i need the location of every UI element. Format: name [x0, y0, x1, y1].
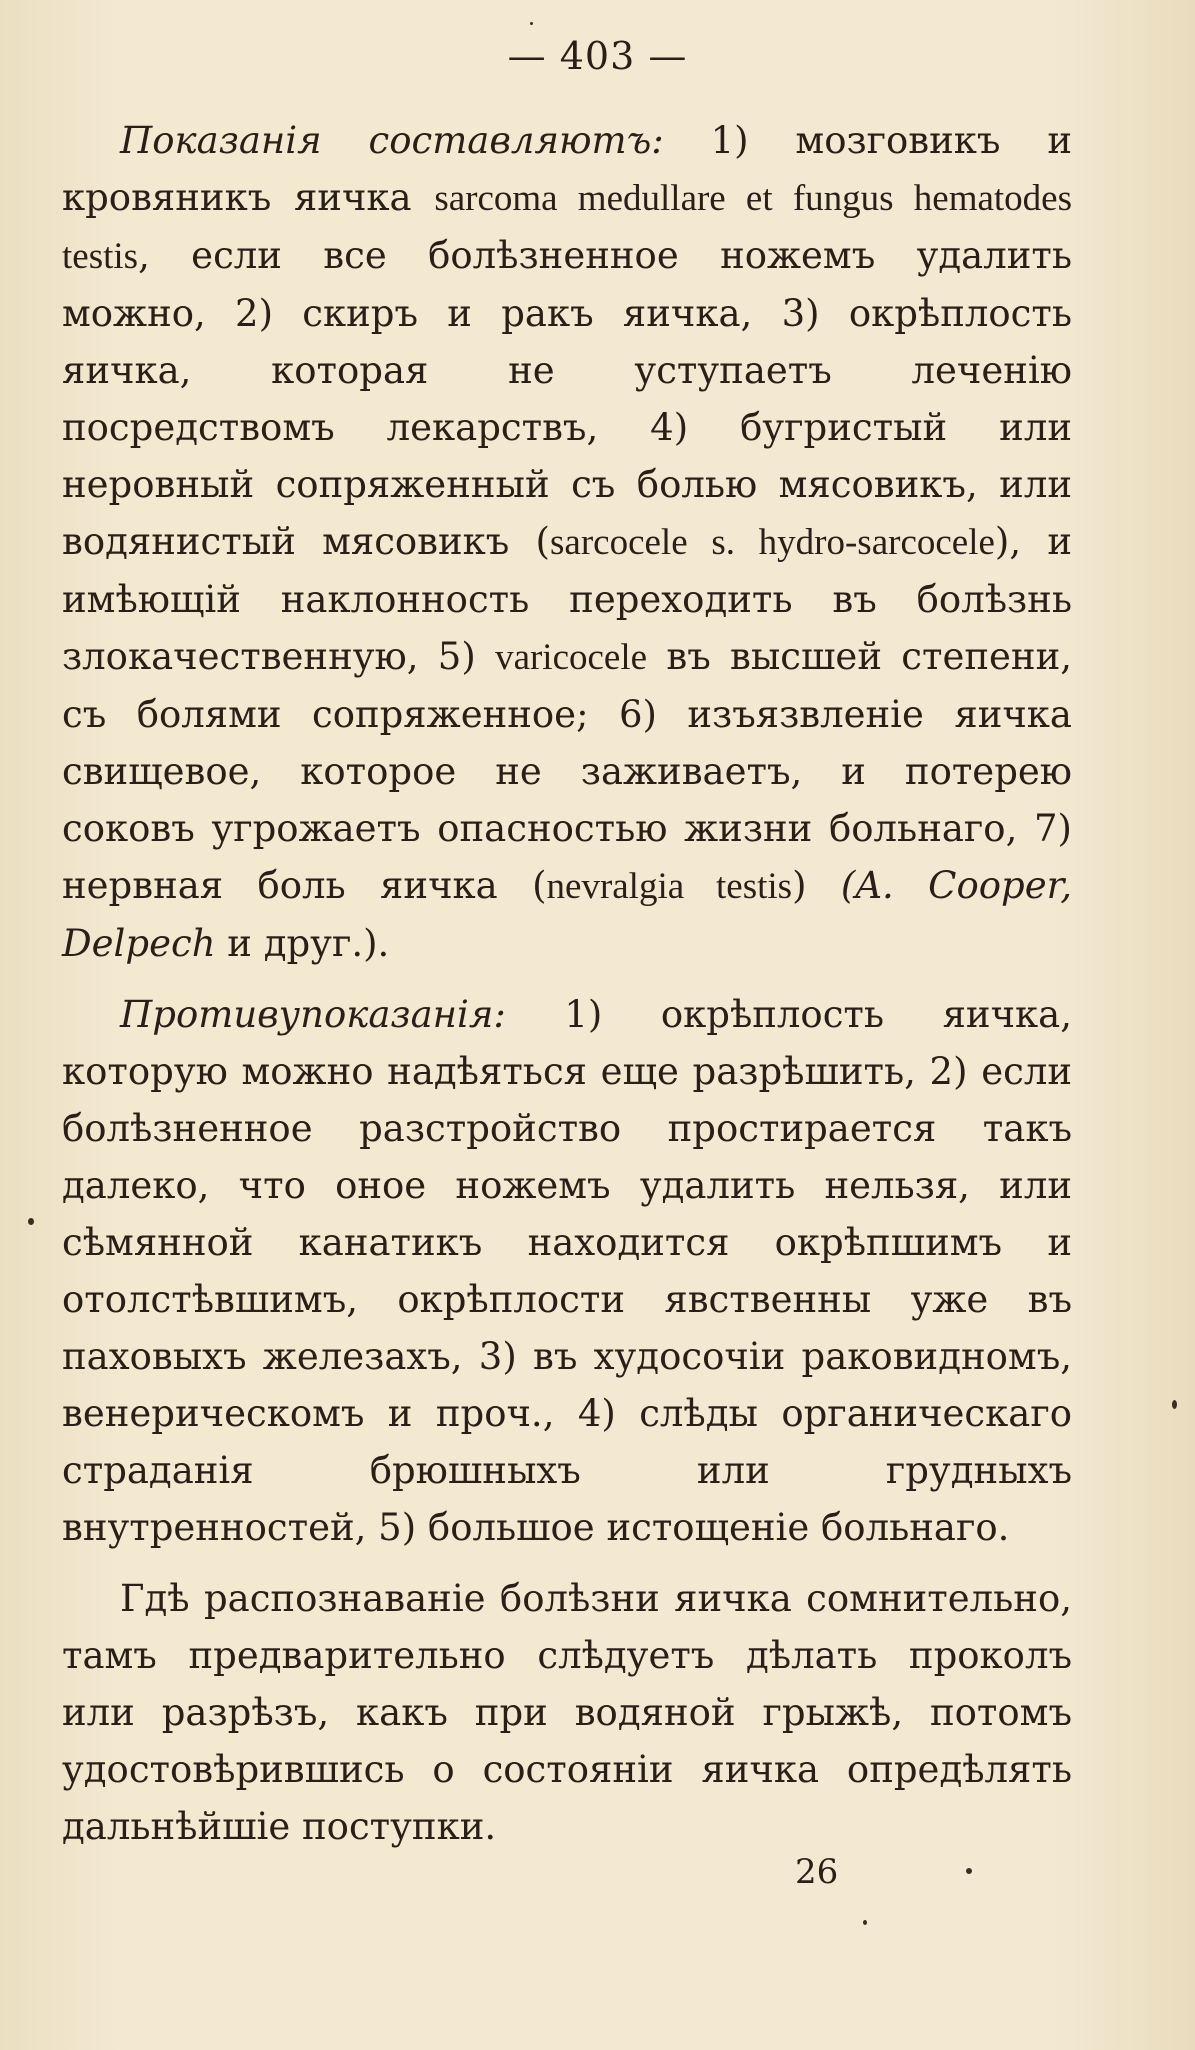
paragraph-diagnosis	[62, 1570, 1072, 1855]
ink-speck	[863, 1920, 867, 1925]
paragraph-text: ), и имѣющій наклонность переходить въ болѣзнь злокачественную, 5)	[62, 520, 1072, 678]
paragraph-text: 1) мозговикъ и кровяникъ яичка	[62, 119, 1072, 219]
indications-heading: Показанія составляютъ:	[120, 119, 664, 162]
paragraph-indications	[62, 112, 1072, 972]
latin-term: nevralgia testis	[546, 866, 793, 907]
latin-term: sarcocele s. hydro-sarcocele	[550, 522, 995, 563]
ink-speck	[530, 22, 533, 25]
author-citation: (A. Cooper, Delpech	[62, 864, 1072, 965]
ink-speck	[28, 1218, 34, 1225]
paragraph-text: въ высшей степени, съ болями сопряженное; 6) изъязвленіе яичка свищевое, которое не заживаетъ, и потерею соковъ угрожаетъ опасностью жизни больнаго, 7) нервная боль яичка (	[62, 635, 1073, 907]
ink-speck	[1172, 1400, 1177, 1409]
latin-term: sarcoma medullare et fungus hematodes testis	[62, 178, 1072, 277]
paragraph-text: 1) окрѣплость яичка, которую можно надѣяться еще разрѣшить, 2) если болѣзненное разстройство простирается такъ далеко, что оное ножемъ удалить нельзя, или сѣмянной канатикъ находится окрѣпшимъ и отолстѣвшимъ, окрѣплости явственны уже въ паховыхъ железахъ, 3) въ худосочіи раковидномъ, венерическомъ и проч., 4) слѣды органическаго страданія брюшныхъ или грудныхъ внутренностей, 5) большое истощеніе больнаго.	[62, 993, 1072, 1549]
page-number: — 403 —	[507, 34, 688, 78]
paragraph-text: )	[792, 864, 841, 907]
paragraph-contraindications	[62, 986, 1072, 1556]
signature-mark: 26	[795, 1852, 839, 1892]
contraindications-heading: Противупоказанія:	[120, 993, 506, 1036]
ink-speck	[966, 1868, 972, 1874]
latin-term: varicocele	[495, 637, 648, 678]
bleed-through-text	[1075, 470, 1195, 499]
body-text	[62, 112, 1072, 1869]
paragraph-text: и друг.).	[215, 922, 390, 965]
paragraph-text: , если все болѣзненное ножемъ удалить можно, 2) скиръ и ракъ яичка, 3) окрѣплость яичка, которая не уступаетъ леченію посредствомъ лекарствъ, 4) бугристый или неровный сопряженный съ болью мясовикъ, или водянистый мясовикъ (	[62, 234, 1072, 563]
paragraph-text: Гдѣ распознаваніе болѣзни яичка сомнительно, тамъ предварительно слѣдуетъ дѣлать проколъ или разрѣзъ, какъ при водяной грыжѣ, потомъ удостовѣрившись о состояніи яичка опредѣлять дальнѣйшіе поступки.	[62, 1577, 1072, 1848]
